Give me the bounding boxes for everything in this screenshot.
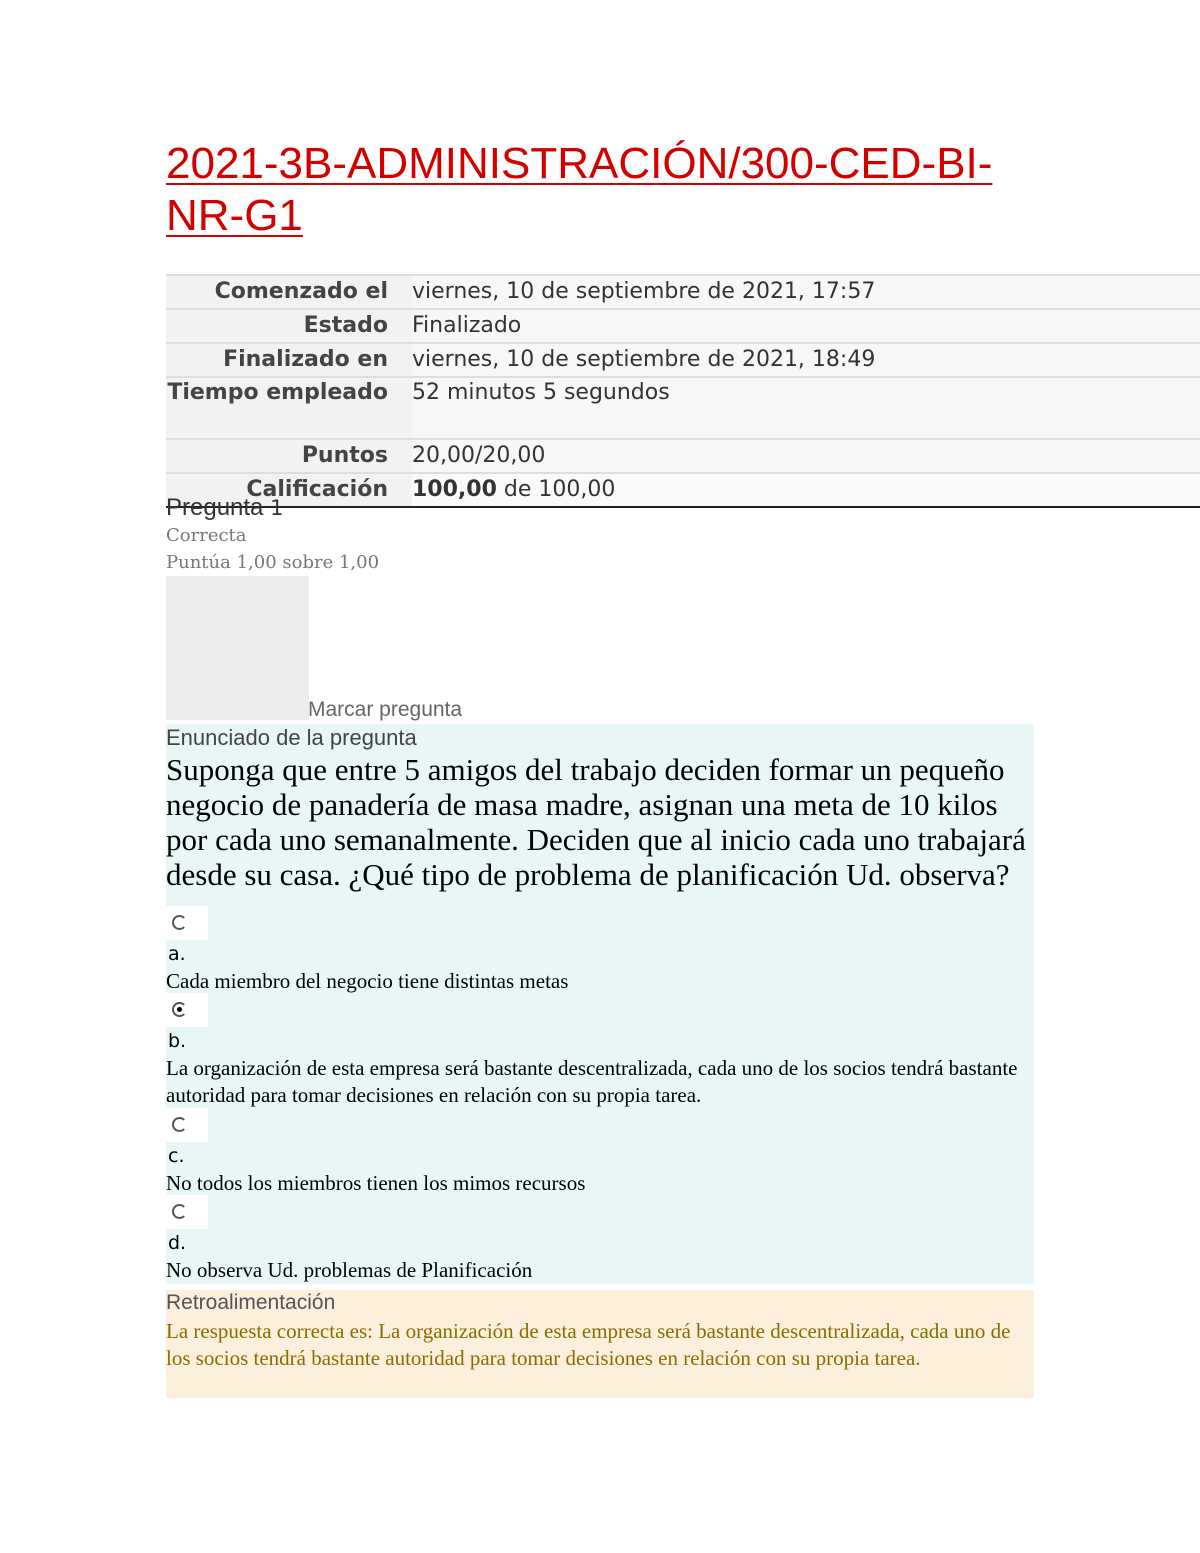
option-d-radio[interactable] (166, 1195, 208, 1229)
option-c-text[interactable]: No todos los miembros tienen los mimos recursos (166, 1171, 586, 1195)
question-number: 1 (270, 496, 284, 520)
statement-label: Enunciado de la pregunta (166, 725, 417, 750)
option-d-text[interactable]: No observa Ud. problemas de Planificación (166, 1258, 533, 1282)
option-b-letter: b. (168, 1030, 187, 1052)
option-a-text[interactable]: Cada miembro del negocio tiene distintas metas (166, 969, 569, 993)
summary-row-grade (166, 473, 1200, 507)
grade-label: Calificación (166, 473, 412, 507)
radio-unselected-icon (172, 915, 187, 930)
grade-max: de 100,00 (496, 477, 616, 502)
question-score: Puntúa 1,00 sobre 1,00 (166, 552, 380, 573)
finished-label: Finalizado en (166, 343, 412, 377)
question-text: Suponga que entre 5 amigos del trabajo deciden formar un pequeño negocio de panadería de masa madre, asignan una meta de 10 kilos por cada uno semanalmente. Deciden que al inicio cada uno trabajará desde su casa. ¿Qué tipo de problema de planificación Ud. observa? (166, 752, 1026, 892)
state-label: Estado (166, 309, 412, 343)
radio-dot-icon (177, 1007, 182, 1012)
feedback-text: La respuesta correcta es: La organización de esta empresa será bastante descentralizada, cada uno de los socios tendrá bastante autoridad para tomar decisiones en relación con su propia tarea. (166, 1319, 1011, 1370)
question-status: Correcta (166, 525, 247, 546)
option-a-letter: a. (168, 943, 186, 965)
grade-value (412, 473, 1200, 507)
flag-question-link[interactable]: Marcar pregunta (308, 698, 463, 721)
radio-unselected-icon (172, 1204, 187, 1219)
option-b-radio[interactable] (166, 993, 208, 1027)
flag-image-placeholder[interactable] (166, 576, 309, 720)
option-a-radio[interactable] (166, 906, 208, 940)
started-label: Comenzado el (166, 275, 412, 309)
question-heading (166, 494, 283, 522)
option-c-letter: c. (168, 1145, 185, 1167)
summary-row-time (166, 377, 1200, 439)
feedback-label: Retroalimentación (166, 1291, 336, 1314)
option-b-text[interactable]: La organización de esta empresa será bastante descentralizada, cada uno de los socios tendrá bastante autoridad para tomar decisiones en relación con su propia tarea. (166, 1056, 1018, 1107)
radio-unselected-icon (172, 1117, 187, 1132)
state-value: Finalizado (412, 309, 1200, 343)
summary-row-state (166, 309, 1200, 343)
started-value: viernes, 10 de septiembre de 2021, 17:57 (412, 275, 1200, 309)
time-label: Tiempo empleado (166, 377, 412, 439)
option-c-radio[interactable] (166, 1108, 208, 1142)
points-label: Puntos (166, 439, 412, 473)
grade-score: 100,00 (412, 477, 497, 502)
points-value: 20,00/20,00 (412, 439, 1200, 473)
summary-row-points (166, 439, 1200, 473)
time-value: 52 minutos 5 segundos (412, 377, 1200, 439)
question-label: Pregunta (166, 494, 264, 521)
option-d-letter: d. (168, 1232, 187, 1254)
summary-row-finished (166, 343, 1200, 377)
summary-row-started (166, 275, 1200, 309)
attempt-summary-table (166, 274, 1200, 508)
finished-value: viernes, 10 de septiembre de 2021, 18:49 (412, 343, 1200, 377)
course-title-link[interactable]: 2021-3B-ADMINISTRACIÓN/300-CED-BI-NR-G1 (166, 139, 993, 240)
